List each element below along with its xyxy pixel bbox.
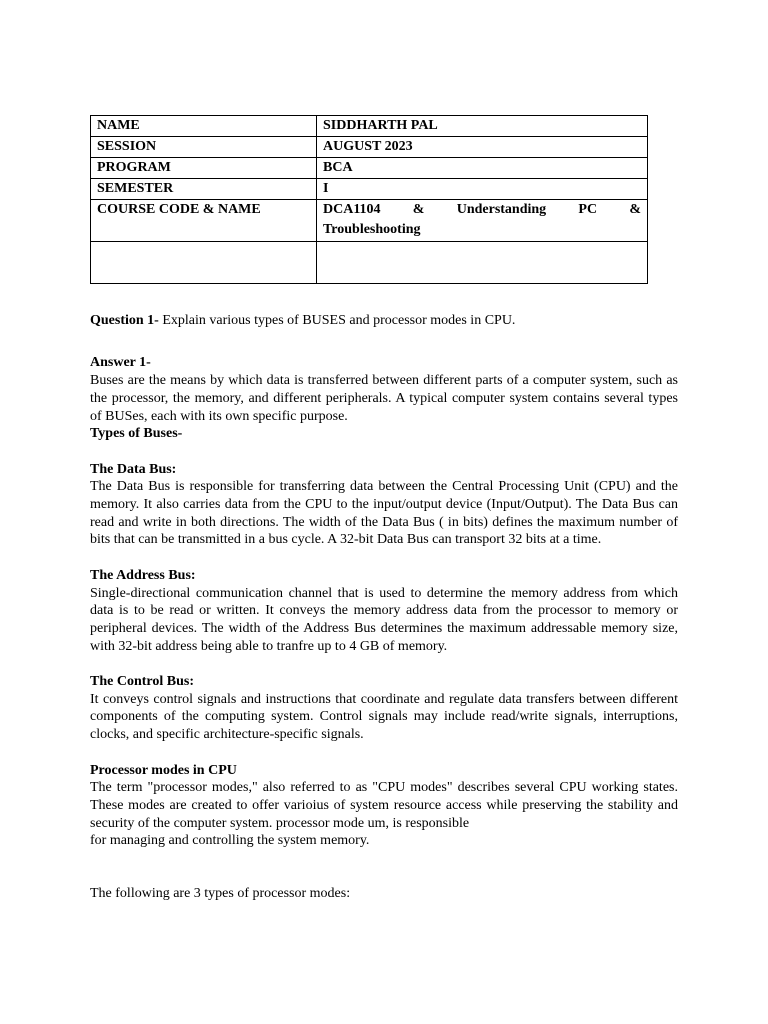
control-bus-heading: The Control Bus:	[90, 674, 194, 689]
table-row	[91, 179, 648, 200]
types-heading: Types of Buses-	[90, 426, 183, 442]
question-label: Question 1-	[90, 313, 159, 328]
course-line-2: Troubleshooting	[323, 222, 421, 237]
name-label: NAME	[91, 116, 317, 137]
table-row-empty	[91, 242, 648, 284]
course-label: COURSE CODE & NAME	[91, 200, 317, 242]
name-value: SIDDHARTH PAL	[317, 116, 648, 137]
course-line-1	[323, 200, 641, 220]
course-word: PC	[578, 202, 598, 217]
course-word: &	[412, 202, 425, 217]
closing-line: The following are 3 types of processor modes:	[90, 886, 351, 902]
document-body	[90, 312, 678, 903]
course-word: &	[629, 202, 641, 217]
data-bus-heading: The Data Bus:	[90, 461, 177, 477]
empty-cell	[91, 242, 317, 284]
semester-value: I	[317, 179, 648, 200]
data-bus-paragraph: The Data Bus is responsible for transferring data between the Central Processing Unit (CPU) and the memory. It also carries data from the CPU to the input/output device (Input/Output). The Data Bus can read and write in both directions. The width of the Data Bus ( in bits) defines the maximum number of bits that can be transmitted in a bus cycle. A 32-bit Data Bus can transport 32 bits at a time.	[90, 479, 678, 548]
table-row	[91, 116, 648, 137]
session-label: SESSION	[91, 137, 317, 158]
session-value: AUGUST 2023	[317, 137, 648, 158]
intro-paragraph: Buses are the means by which data is transferred between different parts of a computer system, such as the processor, the memory, and different peripherals. A typical computer system contains several types of BUSes, each with its own specific purpose.	[90, 373, 678, 424]
processor-modes-heading: Processor modes in CPU	[90, 762, 237, 778]
question-text: Explain various types of BUSES and processor modes in CPU.	[158, 313, 516, 328]
table-row	[91, 158, 648, 179]
answer-heading: Answer 1-	[90, 355, 151, 371]
course-word: Understanding	[456, 202, 547, 217]
address-bus-heading: The Address Bus:	[90, 567, 196, 583]
question-paragraph	[90, 312, 678, 330]
course-value	[317, 200, 648, 242]
program-value: BCA	[317, 158, 648, 179]
course-word: DCA1104	[323, 202, 381, 217]
table-row	[91, 200, 648, 242]
student-info-table	[90, 115, 648, 284]
empty-cell	[317, 242, 648, 284]
address-bus-paragraph: Single-directional communication channel that is used to determine the memory address from which data is to be read or written. It conveys the memory address data from the processor to memory or peripheral devices. The width of the Address Bus determines the maximum addressable memory size, with 32-bit address being able to tranfre up to 4 GB of memory.	[90, 585, 678, 654]
processor-modes-paragraph: The term "processor modes," also referred to as "CPU modes" describes several CPU working states. These modes are created to offer varioius of system resource access while preserving the stability and security of the computer system. processor mode um, is responsible	[90, 780, 678, 831]
semester-label: SEMESTER	[91, 179, 317, 200]
processor-modes-paragraph-end: for managing and controlling the system memory.	[90, 833, 370, 849]
table-row	[91, 137, 648, 158]
program-label: PROGRAM	[91, 158, 317, 179]
control-bus-paragraph: It conveys control signals and instructions that coordinate and regulate data transfers between different components of the computing system. Control signals may include read/write signals, interruptions, clocks, and specific architecture-specific signals.	[90, 691, 678, 743]
